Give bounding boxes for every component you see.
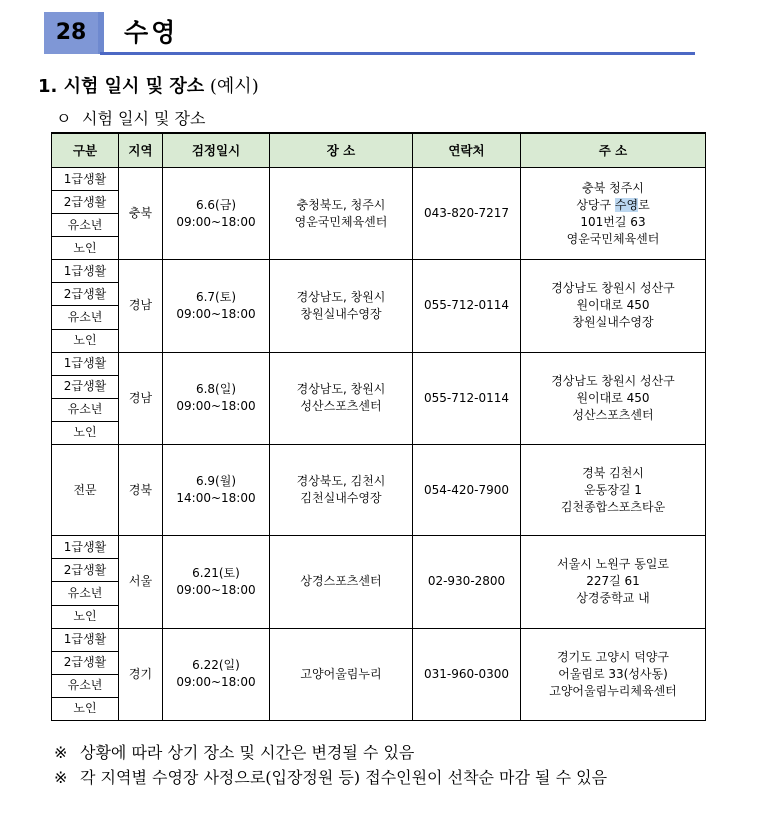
table-row <box>52 168 706 191</box>
table-row <box>52 536 706 559</box>
category-cell: 노인 <box>52 329 119 352</box>
date-cell <box>163 260 270 352</box>
category-cell: 유소년 <box>52 582 119 605</box>
exam-date: 6.9(월) <box>195 474 237 489</box>
cell-line: 경상북도, 김천시 <box>296 474 386 489</box>
category-cell: 2급생활 <box>52 283 119 306</box>
cell-line: 서울시 노원구 동일로 <box>557 557 669 572</box>
category-cell: 2급생활 <box>52 375 119 398</box>
cell-line: 경북 김천시 <box>582 465 644 480</box>
table-row <box>52 628 706 651</box>
category-cell: 노인 <box>52 697 119 720</box>
category-cell: 노인 <box>52 237 119 260</box>
cell-line: 경상남도 창원시 성산구 <box>551 281 675 296</box>
exam-date: 6.8(일) <box>195 382 237 397</box>
phone-cell: 054-420-7900 <box>413 444 521 535</box>
cell-line: 227길 61 <box>586 574 640 589</box>
notes <box>54 740 607 790</box>
category-cell: 1급생활 <box>52 168 119 191</box>
venue-cell <box>270 168 413 260</box>
venue-cell <box>270 352 413 444</box>
table-row <box>52 444 706 535</box>
exam-date: 6.6(금) <box>195 197 237 212</box>
section-title <box>38 74 259 100</box>
cell-line: 원이대로 450 <box>576 298 650 313</box>
cell-line: 김천실내수영장 <box>300 491 382 506</box>
header-region: 지역 <box>119 133 163 168</box>
header-address: 주 소 <box>521 133 706 168</box>
address-cell <box>521 168 706 260</box>
table-row <box>52 260 706 283</box>
header-category: 구분 <box>52 133 119 168</box>
category-cell: 유소년 <box>52 214 119 237</box>
cell-line: 경상남도, 창원시 <box>296 289 386 304</box>
address-cell <box>521 352 706 444</box>
subsection-bullet: ㅇ <box>56 109 72 128</box>
cell-line: 상경스포츠센터 <box>300 574 382 589</box>
exam-date: 6.22(일) <box>192 658 240 673</box>
exam-time: 09:00~18:00 <box>176 214 256 229</box>
cell-line: 101번길 63 <box>580 214 646 229</box>
exam-schedule-table <box>51 132 706 721</box>
section-title-extra: (예시) <box>209 76 259 97</box>
cell-line: 충청북도, 청주시 <box>296 197 386 212</box>
subsection-title <box>56 108 205 130</box>
cell-line: 창원실내수영장 <box>300 306 382 321</box>
exam-date: 6.21(토) <box>192 565 240 580</box>
cell-line: 영운국민체육센터 <box>566 231 660 246</box>
note-text: 각 지역별 수영장 사정으로(입장정원 등) 접수인원이 선착순 마감 될 수 있음 <box>80 768 608 787</box>
cell-line: 김천종합스포츠타운 <box>560 499 666 514</box>
cell-line: 고양어울림누리 <box>300 666 382 681</box>
date-cell <box>163 536 270 628</box>
category-cell: 1급생활 <box>52 628 119 651</box>
address-cell <box>521 536 706 628</box>
address-cell <box>521 260 706 352</box>
category-cell: 전문 <box>52 444 119 535</box>
cell-line: 충북 청주시 <box>582 180 644 195</box>
venue-cell <box>270 536 413 628</box>
cell-line: 어울림로 33(성사동) <box>558 666 668 681</box>
venue-cell <box>270 628 413 720</box>
cell-line: 창원실내수영장 <box>572 315 654 330</box>
header-phone: 연락처 <box>413 133 521 168</box>
exam-time: 09:00~18:00 <box>176 399 256 414</box>
chapter-underline <box>100 52 695 55</box>
date-cell <box>163 444 270 535</box>
header-date: 검정일시 <box>163 133 270 168</box>
table-row <box>52 352 706 375</box>
address-cell <box>521 628 706 720</box>
address-cell <box>521 444 706 535</box>
region-cell: 경기 <box>119 628 163 720</box>
cell-line: 영운국민체육센터 <box>294 214 388 229</box>
region-cell: 경남 <box>119 260 163 352</box>
category-cell: 2급생활 <box>52 651 119 674</box>
cell-line: 경상남도, 창원시 <box>296 382 386 397</box>
category-cell: 유소년 <box>52 306 119 329</box>
phone-cell: 055-712-0114 <box>413 352 521 444</box>
note-mark: ※ <box>54 768 68 787</box>
region-cell: 경남 <box>119 352 163 444</box>
date-cell <box>163 352 270 444</box>
cell-line: 성산스포츠센터 <box>572 407 654 422</box>
note-mark: ※ <box>54 743 68 762</box>
cell-line: 성산스포츠센터 <box>300 399 382 414</box>
category-cell: 2급생활 <box>52 191 119 214</box>
text-highlight: 수영 <box>614 197 639 212</box>
exam-time: 09:00~18:00 <box>176 582 256 597</box>
table-body <box>52 168 706 721</box>
category-cell: 노인 <box>52 605 119 628</box>
region-cell: 경북 <box>119 444 163 535</box>
category-cell: 노인 <box>52 421 119 444</box>
cell-line: 경기도 고양시 덕양구 <box>557 649 669 664</box>
phone-cell: 02-930-2800 <box>413 536 521 628</box>
header-venue: 장 소 <box>270 133 413 168</box>
cell-line: 고양어울림누리체육센터 <box>549 683 677 698</box>
note-item <box>54 765 607 790</box>
section-title-main: 1. 시험 일시 및 장소 <box>38 76 205 97</box>
category-cell: 1급생활 <box>52 536 119 559</box>
category-cell: 유소년 <box>52 398 119 421</box>
cell-line: 운동장길 1 <box>584 482 642 497</box>
cell-line: 경상남도 창원시 성산구 <box>551 373 675 388</box>
region-cell: 충북 <box>119 168 163 260</box>
cell-line: 상경중학교 내 <box>576 591 650 606</box>
date-cell <box>163 168 270 260</box>
date-cell <box>163 628 270 720</box>
category-cell: 2급생활 <box>52 559 119 582</box>
phone-cell: 031-960-0300 <box>413 628 521 720</box>
exam-time: 14:00~18:00 <box>176 491 256 506</box>
note-item <box>54 740 607 765</box>
chapter-title: 수영 <box>124 18 179 47</box>
venue-cell <box>270 260 413 352</box>
venue-cell <box>270 444 413 535</box>
subsection-label: 시험 일시 및 장소 <box>82 109 206 128</box>
chapter-header <box>44 12 695 56</box>
table-header-row <box>52 133 706 168</box>
cell-line: 원이대로 450 <box>576 390 650 405</box>
phone-cell: 043-820-7217 <box>413 168 521 260</box>
exam-date: 6.7(토) <box>195 289 237 304</box>
exam-time: 09:00~18:00 <box>176 675 256 690</box>
exam-time: 09:00~18:00 <box>176 306 256 321</box>
chapter-number: 28 <box>44 12 104 54</box>
category-cell: 1급생활 <box>52 352 119 375</box>
note-text: 상황에 따라 상기 장소 및 시간은 변경될 수 있음 <box>80 743 415 762</box>
phone-cell: 055-712-0114 <box>413 260 521 352</box>
category-cell: 1급생활 <box>52 260 119 283</box>
category-cell: 유소년 <box>52 674 119 697</box>
region-cell: 서울 <box>119 536 163 628</box>
cell-line: 상당구 수영로 <box>576 197 650 212</box>
